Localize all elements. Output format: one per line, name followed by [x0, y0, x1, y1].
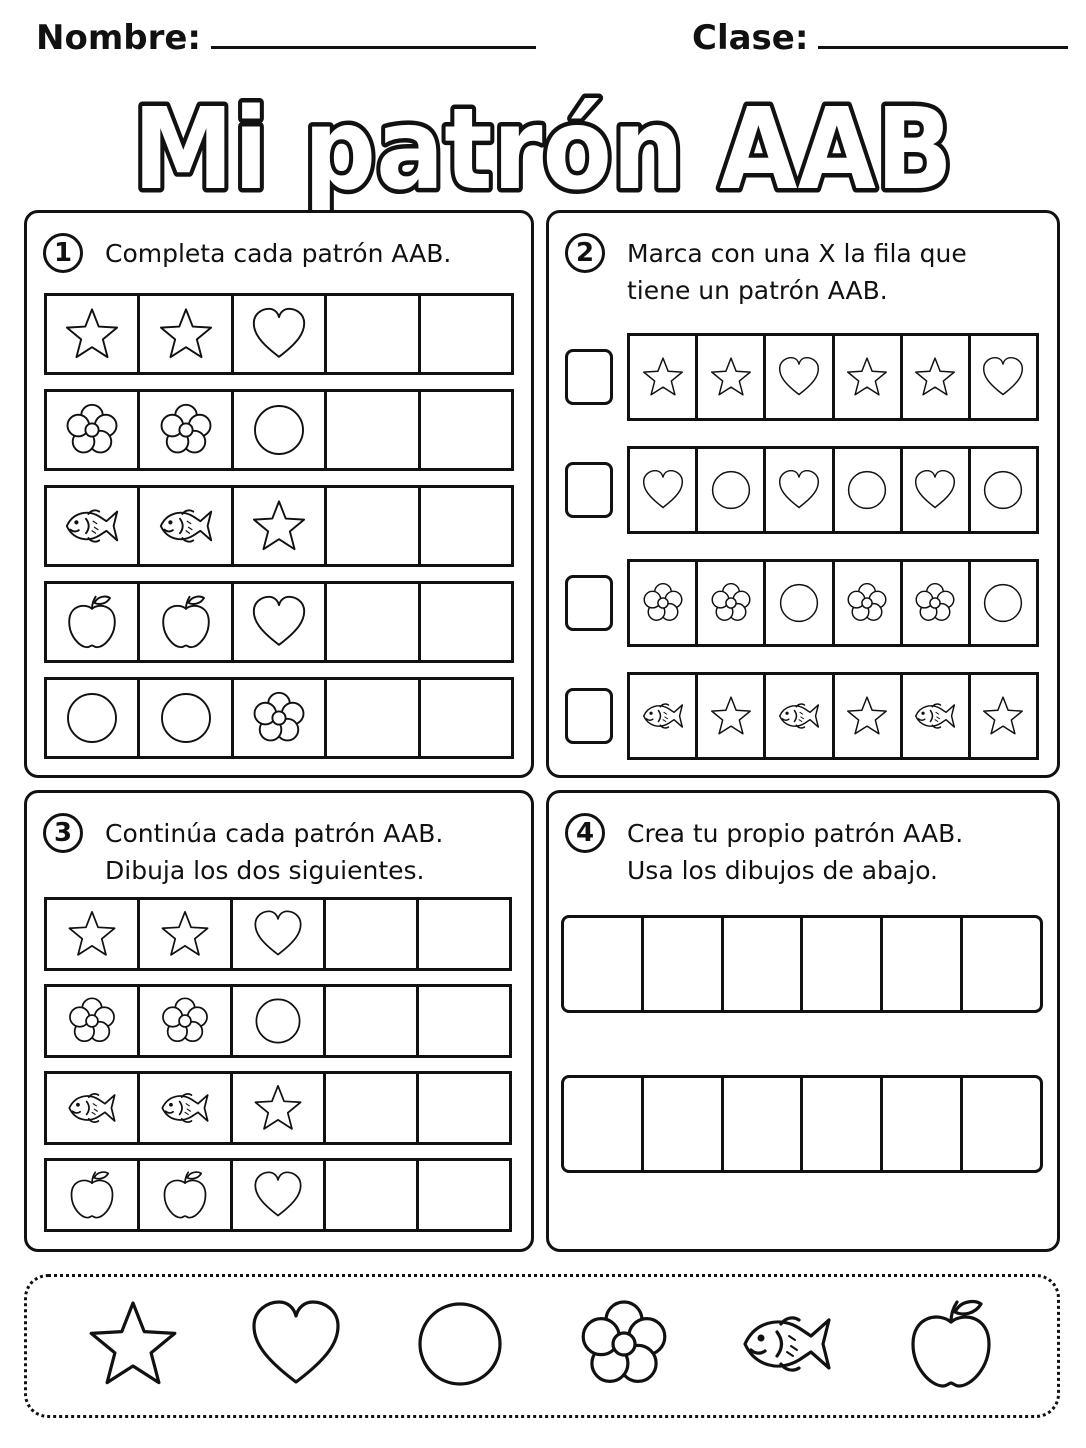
- pattern-row: [627, 446, 1039, 534]
- empty-answer-cell[interactable]: [416, 900, 509, 968]
- section-1-panel: [24, 210, 534, 778]
- pattern-row: [44, 485, 514, 567]
- pattern-row: [44, 389, 514, 471]
- star-icon: [65, 907, 119, 961]
- star-icon: [62, 304, 122, 364]
- section-1-number: 1: [43, 233, 83, 273]
- pattern-cell: [968, 562, 1036, 644]
- star-icon: [83, 1294, 183, 1394]
- pattern-cell: [137, 1074, 230, 1142]
- pattern-cell: [47, 900, 137, 968]
- flower-icon: [708, 580, 754, 626]
- empty-answer-cell[interactable]: [323, 1074, 416, 1142]
- pattern-cell: [47, 680, 137, 756]
- pattern-cell: [47, 1074, 137, 1142]
- pattern-cell: [47, 1161, 137, 1229]
- empty-answer-cell[interactable]: [416, 1161, 509, 1229]
- blank-pattern-cell[interactable]: [880, 918, 960, 1010]
- pattern-cell: [968, 336, 1036, 418]
- answer-checkbox[interactable]: [565, 462, 613, 518]
- pattern-cell: [137, 987, 230, 1055]
- empty-answer-cell[interactable]: [418, 488, 511, 564]
- name-field: [36, 18, 536, 58]
- pattern-cell: [231, 680, 324, 756]
- pattern-cell: [137, 1161, 230, 1229]
- pattern-cell: [231, 296, 324, 372]
- pattern-row: [44, 897, 512, 971]
- fish-icon: [912, 693, 958, 739]
- apple-icon: [158, 1168, 212, 1222]
- class-field: [692, 18, 1068, 58]
- pattern-row: [44, 1071, 512, 1145]
- fish-icon: [158, 1081, 212, 1135]
- heart-icon: [249, 304, 309, 364]
- pattern-cell: [695, 675, 763, 757]
- circle-icon: [251, 994, 305, 1048]
- pattern-cell: [832, 562, 900, 644]
- pattern-cell: [137, 584, 230, 660]
- pattern-cell: [47, 987, 137, 1055]
- section-2-panel: [546, 210, 1060, 778]
- name-input-line[interactable]: [211, 20, 536, 49]
- heart-icon: [249, 592, 309, 652]
- star-icon: [640, 354, 686, 400]
- apple-icon: [901, 1294, 1001, 1394]
- bank-picture: [574, 1294, 674, 1398]
- pattern-cell: [137, 392, 230, 468]
- blank-pattern-row: [561, 1075, 1043, 1173]
- blank-pattern-cell[interactable]: [800, 918, 880, 1010]
- pattern-cell: [630, 675, 695, 757]
- pattern-cell: [231, 488, 324, 564]
- class-input-line[interactable]: [818, 20, 1068, 49]
- pattern-cell: [695, 562, 763, 644]
- pattern-row: [627, 672, 1039, 760]
- empty-answer-cell[interactable]: [418, 296, 511, 372]
- star-icon: [912, 354, 958, 400]
- pattern-cell: [137, 488, 230, 564]
- flower-icon: [574, 1294, 674, 1394]
- heart-icon: [246, 1294, 346, 1394]
- pattern-row: [627, 333, 1039, 421]
- blank-pattern-cell[interactable]: [641, 918, 721, 1010]
- page-title-text: Mi patrón AAB: [133, 85, 953, 210]
- star-icon: [708, 693, 754, 739]
- pattern-cell: [763, 675, 831, 757]
- star-icon: [980, 693, 1026, 739]
- blank-pattern-cell[interactable]: [880, 1078, 960, 1170]
- empty-answer-cell[interactable]: [416, 987, 509, 1055]
- blank-pattern-cell[interactable]: [960, 1078, 1040, 1170]
- pattern-cell: [968, 449, 1036, 531]
- pattern-cell: [231, 584, 324, 660]
- pattern-cell: [900, 562, 968, 644]
- blank-pattern-cell[interactable]: [960, 918, 1040, 1010]
- pattern-cell: [695, 449, 763, 531]
- pattern-cell: [832, 675, 900, 757]
- flower-icon: [844, 580, 890, 626]
- answer-checkbox[interactable]: [565, 349, 613, 405]
- fish-icon: [640, 693, 686, 739]
- pattern-cell: [47, 296, 137, 372]
- bank-picture: [901, 1294, 1001, 1398]
- blank-pattern-cell[interactable]: [800, 1078, 880, 1170]
- pattern-row: [44, 1158, 512, 1232]
- apple-icon: [65, 1168, 119, 1222]
- pattern-cell: [137, 900, 230, 968]
- pattern-cell: [630, 449, 695, 531]
- heart-icon: [980, 354, 1026, 400]
- blank-pattern-cell[interactable]: [721, 1078, 801, 1170]
- pattern-cell: [230, 900, 323, 968]
- fish-icon: [156, 496, 216, 556]
- blank-pattern-cell[interactable]: [641, 1078, 721, 1170]
- blank-pattern-cell[interactable]: [721, 918, 801, 1010]
- circle-icon: [980, 467, 1026, 513]
- pattern-cell: [968, 675, 1036, 757]
- bank-picture: [246, 1294, 346, 1398]
- star-icon: [158, 907, 212, 961]
- circle-icon: [776, 580, 822, 626]
- star-icon: [844, 693, 890, 739]
- section-1-instruction: Completa cada patrón AAB.: [105, 239, 452, 268]
- fish-icon: [776, 693, 822, 739]
- heart-icon: [912, 467, 958, 513]
- circle-icon: [62, 688, 122, 748]
- answer-checkbox[interactable]: [565, 688, 613, 744]
- pattern-cell: [230, 1074, 323, 1142]
- pattern-row: [627, 559, 1039, 647]
- section-3-instruction: Continúa cada patrón AAB. Dibuja los dos siguientes.: [105, 819, 444, 885]
- flower-icon: [156, 400, 216, 460]
- blank-pattern-cell[interactable]: [564, 918, 641, 1010]
- pattern-cell: [763, 449, 831, 531]
- section-2-number: 2: [565, 233, 605, 273]
- picture-bank: [24, 1274, 1060, 1418]
- star-icon: [251, 1081, 305, 1135]
- blank-pattern-row: [561, 915, 1043, 1013]
- empty-answer-cell[interactable]: [324, 488, 417, 564]
- pattern-row: [44, 581, 514, 663]
- circle-icon: [980, 580, 1026, 626]
- empty-answer-cell[interactable]: [323, 900, 416, 968]
- answer-checkbox[interactable]: [565, 575, 613, 631]
- heart-icon: [776, 354, 822, 400]
- section-4-panel: [546, 790, 1060, 1252]
- star-icon: [708, 354, 754, 400]
- flower-icon: [158, 994, 212, 1048]
- name-label: Nombre:: [36, 18, 202, 58]
- flower-icon: [912, 580, 958, 626]
- heart-icon: [251, 907, 305, 961]
- pattern-row: [44, 293, 514, 375]
- apple-icon: [156, 592, 216, 652]
- pattern-cell: [900, 449, 968, 531]
- heart-icon: [776, 467, 822, 513]
- heart-icon: [251, 1168, 305, 1222]
- section-4-instruction: Crea tu propio patrón AAB. Usa los dibujos de abajo.: [627, 819, 964, 885]
- empty-answer-cell[interactable]: [324, 584, 417, 660]
- circle-icon: [410, 1294, 510, 1394]
- empty-answer-cell[interactable]: [324, 392, 417, 468]
- pattern-row: [44, 984, 512, 1058]
- pattern-cell: [47, 392, 137, 468]
- page-title: [0, 70, 1086, 210]
- star-icon: [249, 496, 309, 556]
- empty-answer-cell[interactable]: [323, 1161, 416, 1229]
- class-label: Clase:: [692, 18, 809, 58]
- fish-icon: [65, 1081, 119, 1135]
- heart-icon: [640, 467, 686, 513]
- section-4-number: 4: [565, 813, 605, 853]
- apple-icon: [62, 592, 122, 652]
- pattern-row: [44, 677, 514, 759]
- empty-answer-cell[interactable]: [324, 680, 417, 756]
- empty-answer-cell[interactable]: [418, 392, 511, 468]
- pattern-cell: [900, 336, 968, 418]
- bank-picture: [410, 1294, 510, 1398]
- pattern-cell: [137, 296, 230, 372]
- pattern-cell: [630, 336, 695, 418]
- empty-answer-cell[interactable]: [418, 584, 511, 660]
- pattern-cell: [47, 584, 137, 660]
- pattern-cell: [763, 562, 831, 644]
- section-2-instruction: Marca con una X la fila que tiene un patrón AAB.: [627, 239, 967, 305]
- section-3-panel: [24, 790, 534, 1252]
- pattern-cell: [630, 562, 695, 644]
- pattern-cell: [900, 675, 968, 757]
- flower-icon: [65, 994, 119, 1048]
- pattern-cell: [231, 392, 324, 468]
- circle-icon: [844, 467, 890, 513]
- circle-icon: [708, 467, 754, 513]
- pattern-cell: [832, 449, 900, 531]
- empty-answer-cell[interactable]: [323, 987, 416, 1055]
- bank-picture: [737, 1294, 837, 1398]
- fish-icon: [62, 496, 122, 556]
- pattern-cell: [832, 336, 900, 418]
- empty-answer-cell[interactable]: [324, 296, 417, 372]
- empty-answer-cell[interactable]: [416, 1074, 509, 1142]
- star-icon: [844, 354, 890, 400]
- pattern-cell: [230, 1161, 323, 1229]
- empty-answer-cell[interactable]: [418, 680, 511, 756]
- fish-icon: [737, 1294, 837, 1394]
- bank-picture: [83, 1294, 183, 1398]
- circle-icon: [249, 400, 309, 460]
- flower-icon: [249, 688, 309, 748]
- blank-pattern-cell[interactable]: [564, 1078, 641, 1170]
- pattern-cell: [763, 336, 831, 418]
- circle-icon: [156, 688, 216, 748]
- flower-icon: [62, 400, 122, 460]
- star-icon: [156, 304, 216, 364]
- pattern-cell: [230, 987, 323, 1055]
- section-3-number: 3: [43, 813, 83, 853]
- pattern-cell: [47, 488, 137, 564]
- pattern-cell: [137, 680, 230, 756]
- flower-icon: [640, 580, 686, 626]
- pattern-cell: [695, 336, 763, 418]
